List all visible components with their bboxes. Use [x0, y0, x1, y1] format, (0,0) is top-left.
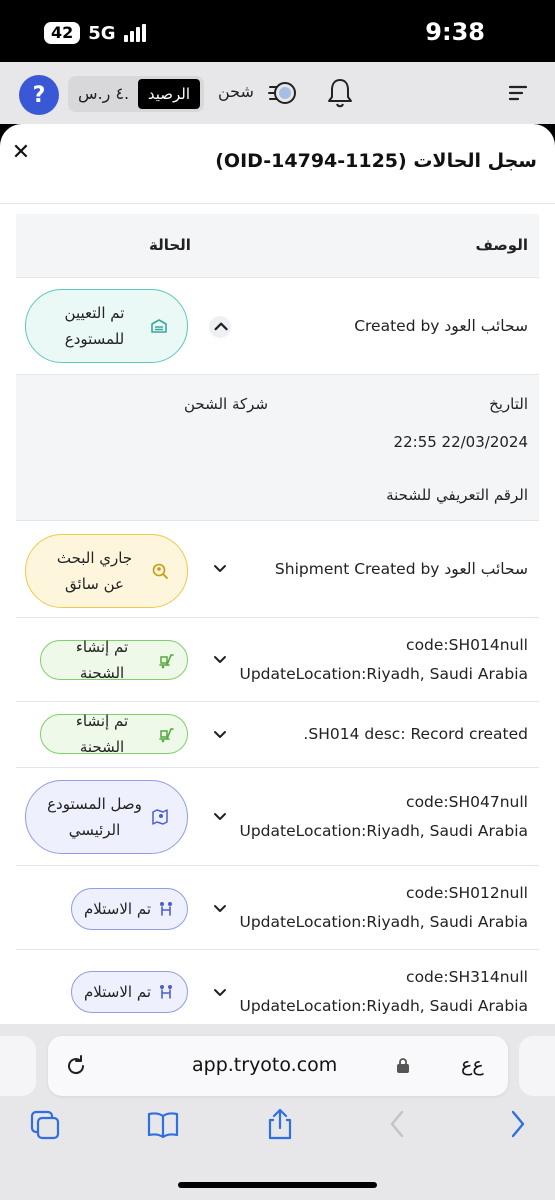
next-tab-preview[interactable]: [519, 1036, 555, 1096]
address-bar[interactable]: [48, 1036, 508, 1096]
table-row[interactable]: [16, 866, 539, 950]
balance-value: ٤ ر.س.: [78, 84, 130, 103]
status-text: تم الاستلام: [84, 900, 151, 918]
carrier-label: شركة الشحن: [184, 395, 269, 413]
row-description: Shipment Created by سحائب العود: [274, 560, 528, 578]
chevron-up-button[interactable]: [209, 316, 231, 338]
shipping-icon[interactable]: [268, 80, 298, 106]
chevron-down-icon[interactable]: [210, 724, 230, 744]
search-driver-icon: [151, 562, 169, 580]
status-text: تم التعيين للمستودع: [64, 304, 125, 348]
back-icon[interactable]: [381, 1108, 415, 1140]
status-table: [16, 214, 539, 1024]
signal-icon: [124, 24, 146, 42]
handover-icon: [157, 900, 175, 918]
status-text: جاري البحث عن سائق: [56, 549, 133, 593]
status-badge: [71, 971, 188, 1013]
status-text: تم الاستلام: [84, 983, 151, 1001]
status-badge: [25, 780, 188, 854]
status-bar: [0, 0, 555, 62]
status-badge: [25, 289, 188, 363]
table-row[interactable]: [16, 618, 539, 702]
tabs-icon[interactable]: [28, 1108, 62, 1140]
table-header: [16, 214, 539, 278]
shipment-created-icon: [157, 651, 175, 669]
status-text: تم إنشاء الشحنة: [75, 712, 129, 756]
shipping-label[interactable]: شحن: [218, 82, 254, 101]
shipment-created-icon: [157, 725, 175, 743]
date-label: التاريخ: [489, 395, 528, 413]
column-header-description: الوصف: [475, 236, 528, 254]
row-details: [16, 375, 539, 521]
menu-icon[interactable]: [508, 84, 528, 102]
tracking-label: الرقم التعريفي للشحنة: [386, 486, 528, 504]
date-value: 22:55 22/03/2024: [393, 433, 528, 451]
chevron-down-icon[interactable]: [210, 982, 230, 1002]
chevron-down-icon[interactable]: [210, 806, 230, 826]
home-indicator: [178, 1182, 377, 1188]
reload-icon[interactable]: [64, 1054, 88, 1078]
status-time: 9:38: [425, 18, 485, 46]
handover-icon: [157, 983, 175, 1001]
status-badge: [25, 534, 188, 608]
browser-toolbar: [0, 1108, 555, 1148]
network-label: 5G: [88, 22, 116, 44]
row-description: Created by سحائب العود: [354, 317, 528, 335]
row-description: code:SH014null UpdateLocation:Riyadh, Saudi Arabia: [239, 636, 528, 683]
row-description: code:SH047null UpdateLocation:Riyadh, Saudi Arabia: [239, 793, 528, 840]
browser-chrome: [0, 1024, 555, 1200]
status-text: تم إنشاء الشحنة: [75, 638, 129, 682]
bookmarks-icon[interactable]: [146, 1108, 180, 1140]
row-description: .SH014 desc: Record created: [303, 725, 528, 743]
app-header: [0, 62, 555, 124]
table-row[interactable]: [16, 521, 539, 618]
chevron-up-icon: [209, 316, 231, 338]
chevron-down-icon[interactable]: [210, 649, 230, 669]
modal-title: سجل الحالات (OID-14794-1125): [215, 150, 537, 172]
column-header-status: الحالة: [149, 236, 191, 254]
map-pin-icon: [151, 808, 169, 826]
battery-indicator: 42: [44, 22, 80, 44]
forward-icon[interactable]: [500, 1108, 534, 1140]
bell-icon[interactable]: [326, 77, 354, 109]
lock-icon: [396, 1057, 410, 1074]
status-badge: [40, 714, 188, 754]
help-button[interactable]: ?: [19, 75, 59, 115]
balance-widget[interactable]: [68, 76, 204, 112]
page-settings-button[interactable]: ﻉﻉ: [461, 1054, 484, 1076]
url-text: app.tryoto.com: [192, 1054, 338, 1076]
status-history-modal: [0, 124, 555, 1024]
modal-header: [0, 124, 555, 204]
close-button[interactable]: ✕: [11, 140, 31, 165]
table-row[interactable]: [16, 702, 539, 768]
previous-tab-preview[interactable]: [0, 1036, 36, 1096]
table-row[interactable]: [16, 768, 539, 866]
status-text: وصل المستودع الرئيسي: [47, 795, 142, 839]
chevron-down-icon[interactable]: [210, 558, 230, 578]
table-row[interactable]: [16, 950, 539, 1024]
balance-label: الرصيد: [138, 79, 200, 109]
row-description: code:SH012null UpdateLocation:Riyadh, Saudi Arabia: [239, 884, 528, 931]
status-badge: [71, 888, 188, 930]
warehouse-icon: [150, 317, 168, 335]
share-icon[interactable]: [263, 1108, 297, 1140]
status-badge: [40, 640, 188, 680]
row-description: code:SH314null UpdateLocation:Riyadh, Saudi Arabia: [239, 968, 528, 1015]
chevron-down-icon[interactable]: [210, 898, 230, 918]
table-row[interactable]: [16, 278, 539, 375]
